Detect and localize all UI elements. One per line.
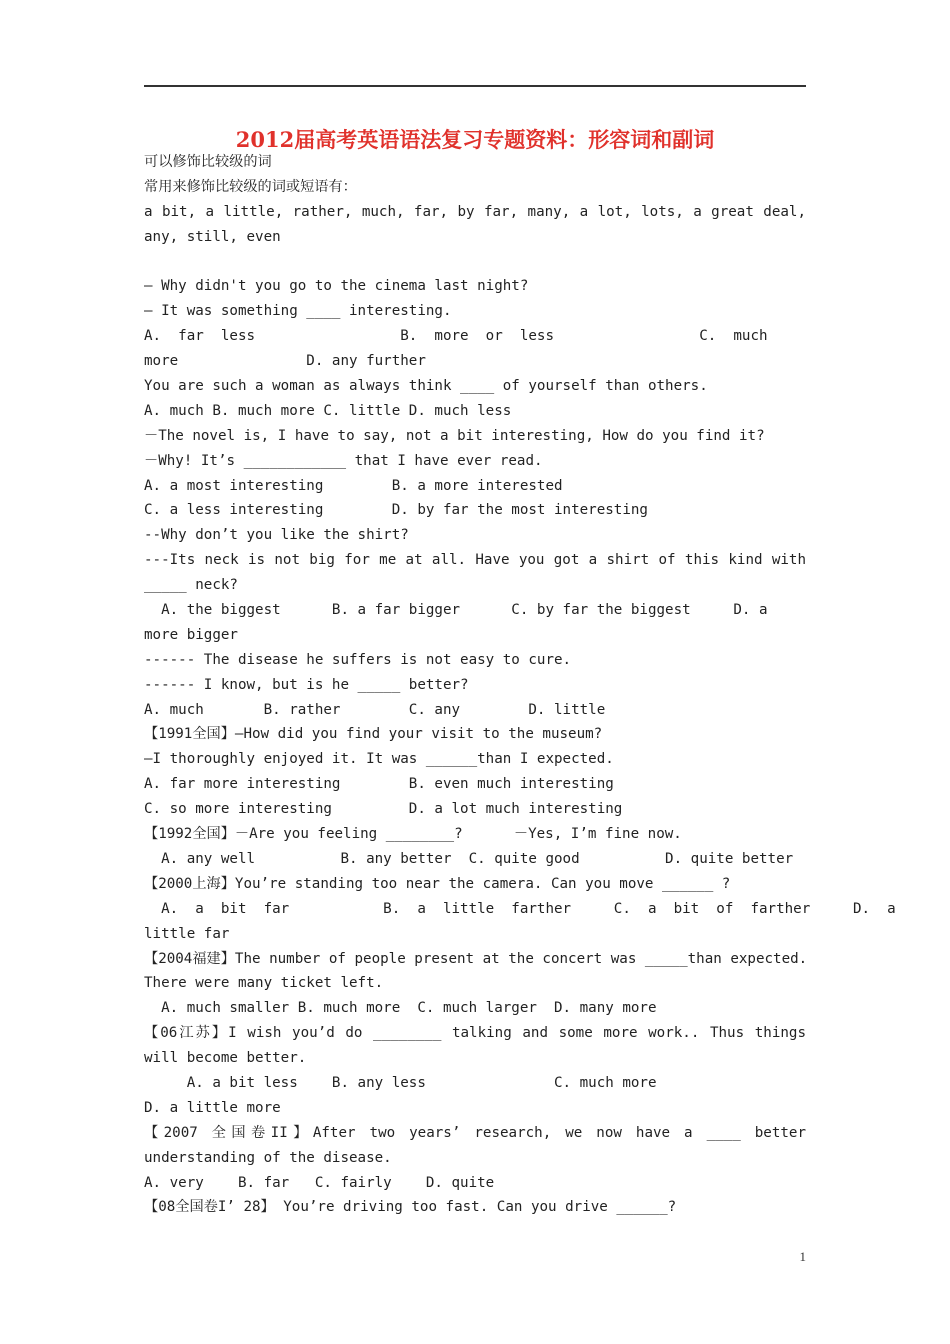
text-line: 【06江苏】I wish you’d do ________ talking and some more work.. Thus things xyxy=(144,1025,806,1042)
text-line: 【1992全国】－Are you feeling ________? －Yes, I’m fine now. xyxy=(144,826,682,843)
text-line: any, still, even xyxy=(144,228,281,245)
text-line: A. the biggest B. a far bigger C. by far the biggest D. a xyxy=(144,602,768,619)
text-line: —I thoroughly enjoyed it. It was ______than I expected. xyxy=(144,751,614,768)
text-line: D. a little more xyxy=(144,1099,281,1116)
text-line: C. a less interesting D. by far the most interesting xyxy=(144,502,648,519)
document-title: 2012届高考英语语法复习专题资料：形容词和副词 xyxy=(235,127,715,152)
text-line: A. very B. far C. fairly D. quite xyxy=(144,1174,495,1191)
text-line: little far xyxy=(144,925,230,942)
text-line: －The novel is, I have to say, not a bit interesting, How do you find it? xyxy=(144,427,765,444)
text-line: A. a bit far B. a little farther C. a bit of farther D. a xyxy=(144,900,896,917)
text-line: — It was something ____ interesting. xyxy=(144,303,452,320)
text-line: C. so more interesting D. a lot much interesting xyxy=(144,801,623,818)
text-line: You are such a woman as always think ____ of yourself than others. xyxy=(144,378,708,395)
text-line: 常用来修饰比较级的词或短语有： xyxy=(144,178,357,195)
text-line: --Why don’t you like the shirt? xyxy=(144,527,409,544)
text-line: will become better. xyxy=(144,1050,307,1067)
text-line: A. far less B. more or less C. much xyxy=(144,328,768,345)
text-line: ------ The disease he suffers is not easy to cure. xyxy=(144,651,572,668)
text-line: －Why! It’s ____________ that I have ever read. xyxy=(144,452,543,469)
text-line: 【08全国卷I’ 28】 You’re driving too fast. Can you drive ______? xyxy=(144,1199,677,1216)
document-body xyxy=(144,150,896,1220)
text-line: A. far more interesting B. even much interesting xyxy=(144,776,614,793)
text-line: a bit, a little, rather, much, far, by far, many, a lot, lots, a great deal, xyxy=(144,203,806,220)
text-line: more bigger xyxy=(144,626,238,643)
text-line: 【1991全国】—How did you find your visit to the museum? xyxy=(144,726,603,743)
text-line: more D. any further xyxy=(144,353,426,370)
text-line: A. much smaller B. much more C. much larger D. many more xyxy=(144,1000,657,1017)
text-line: _____ neck? xyxy=(144,577,238,594)
text-line: There were many ticket left. xyxy=(144,975,384,992)
text-line: 【2007 全国卷II】After two years’ research, we now have a ____ better xyxy=(144,1124,806,1141)
text-line: 【2000上海】You’re standing too near the camera. Can you move ______ ? xyxy=(144,875,731,892)
text-line xyxy=(144,250,806,275)
text-line: 可以修饰比较级的词 xyxy=(144,154,272,170)
header-rule xyxy=(144,85,806,87)
text-line: 【2004福建】The number of people present at the concert was _____than expected. xyxy=(144,950,808,967)
text-line: A. much B. rather C. any D. little xyxy=(144,701,606,718)
text-line: A. any well B. any better C. quite good D. quite better xyxy=(144,850,794,867)
text-line: A. much B. much more C. little D. much less xyxy=(144,402,512,419)
page-number: 1 xyxy=(799,1249,806,1264)
text-line: ---Its neck is not big for me at all. Have you got a shirt of this kind with xyxy=(144,552,806,569)
text-line: A. a most interesting B. a more interested xyxy=(144,477,563,494)
text-line: — Why didn't you go to the cinema last night? xyxy=(144,278,529,295)
text-line: A. a bit less B. any less C. much more xyxy=(144,1074,657,1091)
text-line: ------ I know, but is he _____ better? xyxy=(144,676,469,693)
text-line: understanding of the disease. xyxy=(144,1149,392,1166)
